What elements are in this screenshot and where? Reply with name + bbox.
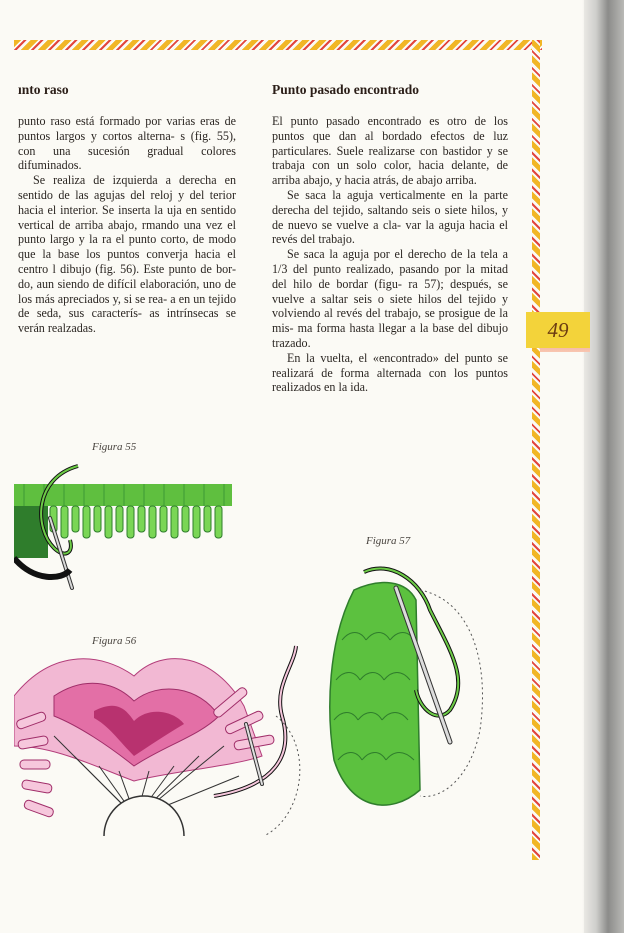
right-paragraph: El punto pasado encontrado es otro de los puntos que dan al bordado efectos de luz particulares. Suele realizarse con bastidor y se trabaja con un solo color, hacia delante, de arriba abajo, y hacia atrás, de abajo arriba.	[272, 114, 508, 188]
figure-56-caption: Figura 56	[92, 635, 137, 647]
left-column-text	[18, 114, 236, 336]
right-paragraph: En la vuelta, el «encontrado» del punto se realizará de forma alternada con los puntos realizados en la ida.	[272, 350, 508, 395]
left-paragraph: punto raso está formado por varias eras de puntos largos y cortos alterna- s (fig. 55), con una sucesión gradual colores difuminados.	[18, 114, 236, 173]
page-number: 49	[547, 318, 569, 342]
right-paragraph: Se saca la aguja verticalmente en la parte derecha del tejido, saltando seis o siete hilos, y de nuevo se vuelve a cla- var la aguja hacia el revés del trabajo.	[272, 187, 508, 247]
page-edge	[584, 0, 624, 933]
left-paragraph: Se realiza de izquierda a derecha en sentido de las agujas del reloj y del terior hacia el interior. Se inserta la uja en sentido vertical de arriba abajo, rmando una vez el punto largo y la ra el punto corto, de modo que la base los puntos converja hacia el centro l dibujo (fig. 56). Este punto de bor- do, aun siendo de difícil elaboración, uno de los más apreciados y, si se rea- a en un tejido de seda, sus caracterís- as intrínsecas se verán realzadas.	[18, 173, 236, 336]
figure-57-caption: Figura 57	[366, 535, 411, 547]
decorative-border-top	[14, 40, 542, 50]
figure-55-illustration	[14, 458, 246, 598]
left-column-heading: ınto raso	[18, 82, 69, 97]
right-column-heading: Punto pasado encontrado	[272, 82, 420, 97]
right-paragraph: Se saca la aguja por el derecho de la tela a 1/3 del punto realizado, pasando por la mitad del hilo de bordar (figu- ra 57); después, se vuelve a saltar seis o siete hilos del tejido y volviendo al revés del trabajo, se prosigue de la mis- ma forma hasta llegar a la base del dibujo trazado.	[272, 247, 508, 350]
figure-55-caption: Figura 55	[92, 441, 137, 453]
right-column-text	[272, 114, 508, 395]
figure-56-illustration	[14, 606, 314, 866]
decorative-border-right	[532, 40, 540, 860]
page-number-tab	[526, 312, 590, 348]
figure-57-illustration	[320, 560, 500, 825]
